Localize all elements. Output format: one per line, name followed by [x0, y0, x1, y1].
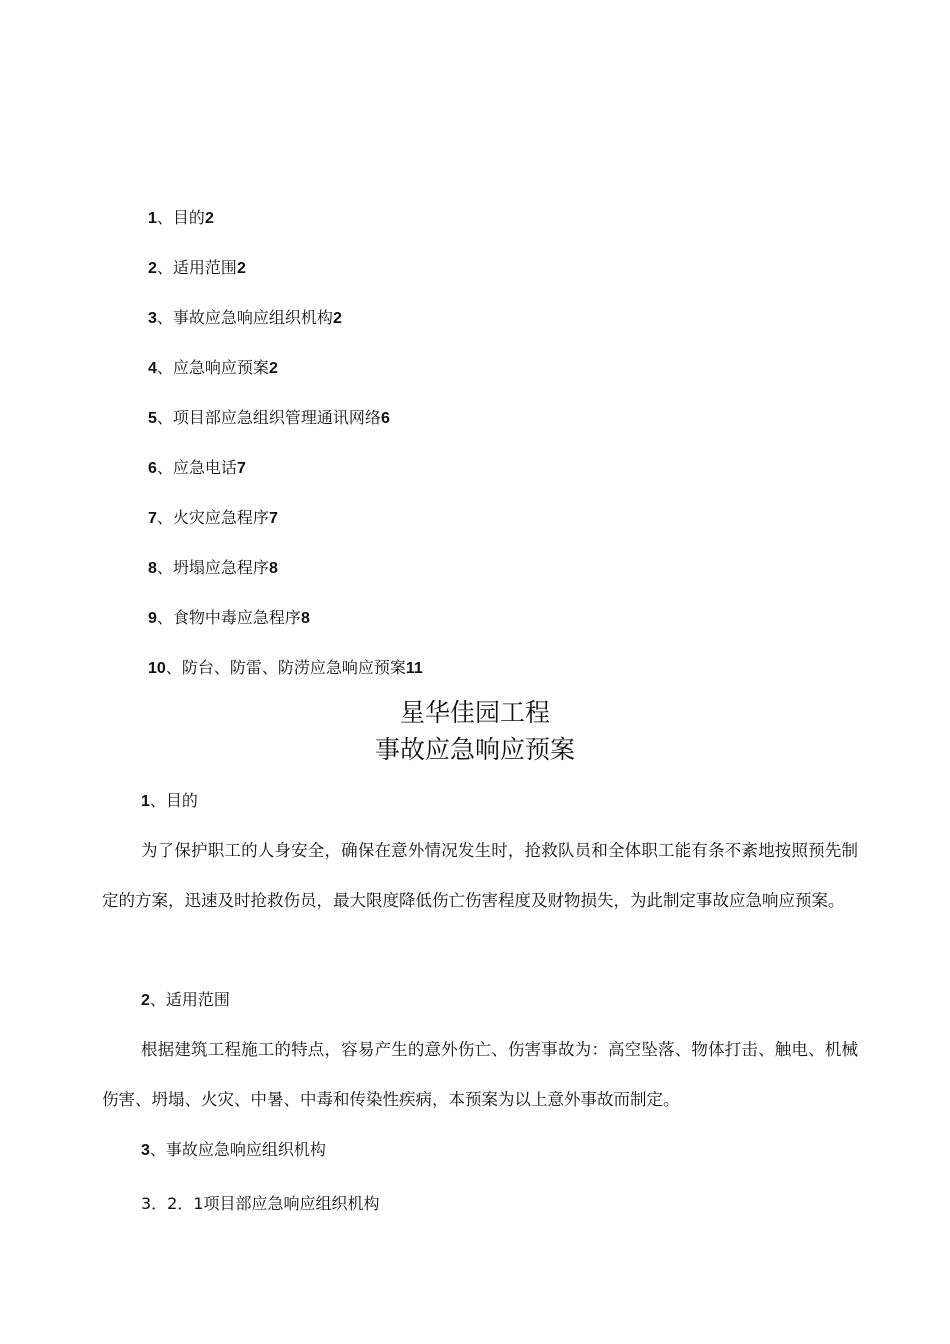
section-heading-3 — [141, 1138, 326, 1163]
toc-label: 食物中毒应急程序 — [172, 608, 301, 627]
toc-label: 项目部应急组织管理通讯网络 — [172, 408, 381, 427]
section-separator: 、 — [149, 990, 166, 1009]
section-heading-1 — [141, 789, 198, 814]
toc-separator: 、 — [156, 458, 173, 477]
toc-page-number: 2 — [268, 360, 278, 377]
toc-label: 应急电话 — [172, 458, 237, 477]
section-1-paragraph: 为了保护职工的人身安全，确保在意外情况发生时，抢救队员和全体职工能有条不紊地按照预先制定的方案，迅速及时抢救伤员，最大限度降低伤亡伤害程度及财物损失，为此制定事故应急响应预案。 — [102, 841, 858, 910]
toc-page-number: 2 — [236, 260, 246, 277]
section-separator: 、 — [149, 791, 166, 810]
toc-page-number: 2 — [332, 310, 342, 327]
section-number: 1 — [141, 793, 150, 810]
toc-item[interactable] — [148, 605, 848, 655]
toc-number: 10 — [148, 660, 166, 677]
toc-separator: 、 — [156, 358, 173, 377]
toc-item[interactable] — [148, 355, 848, 405]
toc-page-number: 2 — [204, 210, 214, 227]
document-subtitle: 事故应急响应预案 — [374, 735, 575, 764]
toc-number: 7 — [148, 510, 157, 527]
toc-page-number: 7 — [236, 460, 246, 477]
toc-item[interactable] — [148, 455, 848, 505]
toc-number: 5 — [148, 410, 157, 427]
toc-separator: 、 — [156, 308, 173, 327]
toc-number: 9 — [148, 610, 157, 627]
toc-separator: 、 — [156, 258, 173, 277]
toc-item[interactable] — [148, 305, 848, 355]
toc-number: 6 — [148, 460, 157, 477]
toc-page-number: 8 — [268, 560, 278, 577]
section-title: 目的 — [165, 791, 198, 810]
toc-page-number: 7 — [268, 510, 278, 527]
section-title: 事故应急响应组织机构 — [165, 1140, 326, 1159]
toc-number: 2 — [148, 260, 157, 277]
toc-separator: 、 — [156, 508, 173, 527]
toc-page-number: 6 — [380, 410, 390, 427]
toc-number: 1 — [148, 210, 157, 227]
toc-number: 4 — [148, 360, 157, 377]
toc-separator: 、 — [165, 658, 182, 677]
table-of-contents — [148, 205, 848, 705]
toc-label: 火灾应急程序 — [172, 508, 269, 527]
toc-number: 3 — [148, 310, 157, 327]
toc-label: 应急响应预案 — [172, 358, 269, 377]
toc-label: 适用范围 — [172, 258, 237, 277]
toc-item[interactable] — [148, 505, 848, 555]
document-title: 星华佳园工程 — [399, 698, 550, 727]
toc-number: 8 — [148, 560, 157, 577]
toc-item[interactable] — [148, 555, 848, 605]
toc-item[interactable] — [148, 255, 848, 305]
section-heading-2 — [141, 988, 230, 1013]
subsection-heading-3-2-1: 3．2．1项目部应急响应组织机构 — [141, 1194, 380, 1213]
toc-item[interactable] — [148, 405, 848, 455]
toc-separator: 、 — [156, 608, 173, 627]
toc-label: 事故应急响应组织机构 — [172, 308, 333, 327]
section-number: 2 — [141, 992, 150, 1009]
toc-label: 目的 — [172, 208, 205, 227]
section-title: 适用范围 — [165, 990, 230, 1009]
toc-page-number: 8 — [300, 610, 310, 627]
toc-separator: 、 — [156, 558, 173, 577]
toc-item[interactable] — [148, 205, 848, 255]
toc-label: 坍塌应急程序 — [172, 558, 269, 577]
section-separator: 、 — [149, 1140, 166, 1159]
toc-label: 防台、防雷、防涝应急响应预案 — [181, 658, 406, 677]
toc-separator: 、 — [156, 208, 173, 227]
toc-separator: 、 — [156, 408, 173, 427]
toc-page-number: 11 — [405, 660, 423, 677]
section-number: 3 — [141, 1142, 150, 1159]
section-2-paragraph: 根据建筑工程施工的特点，容易产生的意外伤亡、伤害事故为：高空坠落、物体打击、触电、机械伤害、坍塌、火灾、中暑、中毒和传染性疾病，本预案为以上意外事故而制定。 — [102, 1040, 858, 1109]
